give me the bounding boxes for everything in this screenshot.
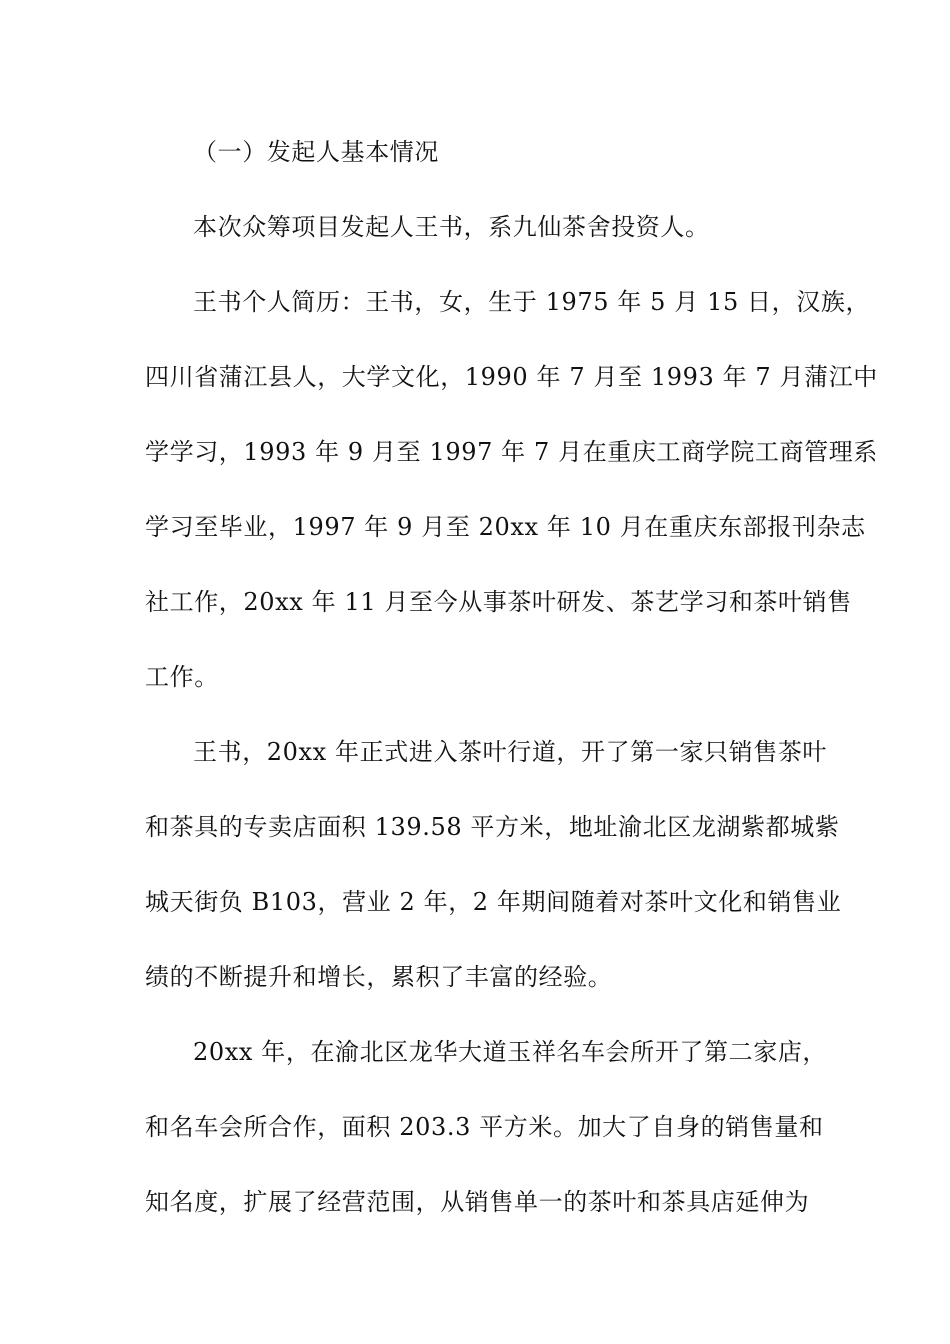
paragraph-3-line-2: 和茶具的专卖店面积 139.58 平方米，地址渝北区龙湖紫都城紫: [145, 813, 840, 841]
paragraph-2-line-6: 工作。: [145, 663, 219, 691]
paragraph-2-line-1: 王书个人简历：王书，女，生于 1975 年 5 月 15 日，汉族，: [193, 288, 871, 316]
paragraph-1-line-1: 本次众筹项目发起人王书，系九仙茶舍投资人。: [193, 213, 710, 241]
paragraph-2-line-5: 社工作，20xx 年 11 月至今从事茶叶研发、茶艺学习和茶叶销售: [145, 588, 852, 616]
paragraph-4-line-1: 20xx 年，在渝北区龙华大道玉祥名车会所开了第二家店，: [193, 1038, 828, 1066]
paragraph-2-line-2: 四川省蒲江县人，大学文化，1990 年 7 月至 1993 年 7 月蒲江中: [145, 363, 878, 391]
paragraph-2-line-4: 学习至毕业，1997 年 9 月至 20xx 年 10 月在重庆东部报刊杂志: [145, 513, 866, 541]
paragraph-2-line-3: 学学习，1993 年 9 月至 1997 年 7 月在重庆工商学院工商管理系: [145, 438, 878, 466]
paragraph-4-line-3: 知名度，扩展了经营范围，从销售单一的茶叶和茶具店延伸为: [145, 1188, 810, 1216]
paragraph-4-line-2: 和名车会所合作，面积 203.3 平方米。加大了自身的销售量和: [145, 1113, 824, 1141]
section-heading: （一）发起人基本情况: [193, 138, 439, 166]
paragraph-3-line-3: 城天街负 B103，营业 2 年，2 年期间随着对茶叶文化和销售业: [145, 888, 842, 916]
paragraph-3-line-4: 绩的不断提升和增长，累积了丰富的经验。: [145, 963, 613, 991]
paragraph-3-line-1: 王书，20xx 年正式进入茶叶行道，开了第一家只销售茶叶: [193, 738, 828, 766]
